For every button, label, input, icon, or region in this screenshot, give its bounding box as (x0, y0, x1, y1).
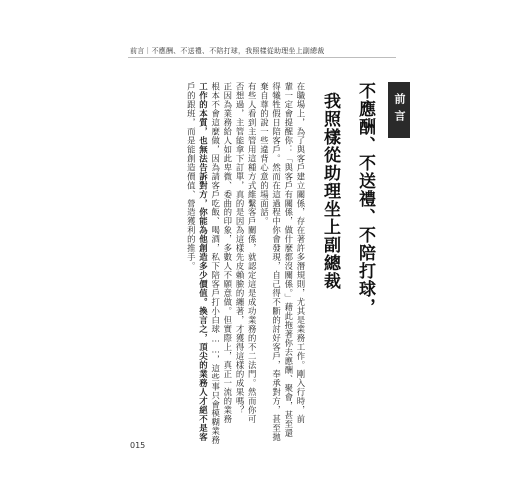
chapter-label: 前言 (388, 82, 410, 138)
chapter-title-area (318, 82, 410, 422)
chapter-title-line-1: 不應酬、不送禮、不陪打球， (355, 82, 375, 316)
body-text (186, 82, 306, 445)
text-column: 輩一定會提醒你：「與客戶有關係，做什麼都沒關係。」藉此拖著你去應酬、聚會，甚至還 (283, 82, 294, 438)
text-column: 工作的本質，也無法告訴對方，你能為他創造多少價值。換言之，頂尖的業務人才絕不是客 (198, 82, 209, 442)
text-column: 根本不會這麼做，因為請客戶吃飯、喝酒，私下陪客戶打小白球……，這些事只會模糊業務 (210, 82, 221, 445)
running-head: 前言｜不應酬、不送禮、不陪打球，我照樣從助理坐上副總裁 (130, 47, 325, 55)
text-column: 正因為業務給人如此卑微、委曲的印象，多數人不願意做。但實際上，真正一流的業務 (222, 82, 233, 424)
header-rule (128, 57, 396, 58)
chapter-title-line-2: 我照樣從助理坐上副總裁 (320, 92, 340, 290)
text-column: 否想過，主管能拿下訂單，真的是因為這樣先皮賴臉的纏著，才獲得這樣的成果嗎？ (235, 82, 246, 415)
page-number: 015 (130, 441, 146, 450)
text-column: 戶的跟班，而是能創造價值、營造獲利的推手。 (186, 82, 197, 271)
text-column: 棄自尊的說一些違背心意的場面話。 (259, 82, 270, 226)
text-column: 有些人看到主管用這種方式維繫客戶關係，就認定這是成功業務的不二法門。然而你可 (247, 82, 258, 424)
text-column: 在職場上，為了與客戶建立關係，存在著許多潛規則，尤其是業務工作。剛入行時，前 (296, 82, 306, 424)
text-column: 得犧牲假日陪客戶。然而在這過程中你會發現，自己得不斷的討好客戶，奉承對方，甚至拋 (271, 82, 282, 442)
